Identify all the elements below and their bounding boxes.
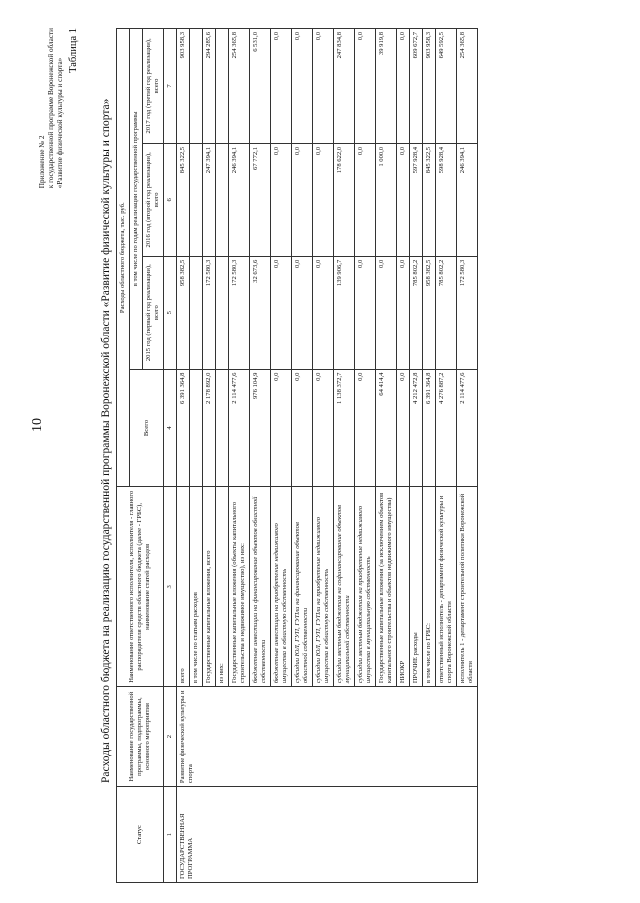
col-index: 5 — [164, 256, 177, 369]
value-y2017: 6 531,0 — [250, 29, 271, 144]
column-index-row — [164, 29, 177, 883]
value-y2016: 0,0 — [292, 143, 313, 256]
value-total: 4 276 887,2 — [436, 369, 457, 487]
col-index: 1 — [164, 787, 177, 883]
header-status: Статус — [117, 787, 164, 883]
header-executor: Наименование ответственного исполнителя, исполнителя - главного распорядителя средств областного бюджета (далее - ГРБС), наименование статей расходов — [117, 487, 164, 687]
expense-item-label: бюджетные инвестиции на приобретение недвижимого имущества в областную собственность — [271, 487, 292, 687]
value-y2015: 785 802,2 — [410, 256, 423, 369]
value-y2016: 0,0 — [397, 143, 410, 256]
value-total: 6 391 364,8 — [423, 369, 436, 487]
value-y2015: 0,0 — [271, 256, 292, 369]
value-y2016: 0,0 — [271, 143, 292, 256]
col-index: 7 — [164, 29, 177, 144]
value-y2015: 0,0 — [355, 256, 376, 369]
value-y2017 — [216, 29, 229, 144]
value-total — [190, 369, 203, 487]
value-total: 6 391 364,8 — [177, 369, 190, 487]
value-y2015 — [216, 256, 229, 369]
header-budget-group: Расходы областного бюджета, тыс. руб. — [117, 29, 130, 487]
value-y2015: 172 580,3 — [203, 256, 216, 369]
table-label: Таблица 1 — [68, 28, 79, 73]
value-y2016: 0,0 — [355, 143, 376, 256]
value-y2017: 254 365,8 — [457, 29, 478, 144]
value-total: 0,0 — [313, 369, 334, 487]
col-index: 3 — [164, 487, 177, 687]
value-y2017: 903 958,3 — [423, 29, 436, 144]
value-y2017: 0,0 — [292, 29, 313, 144]
value-total: 0,0 — [397, 369, 410, 487]
value-y2016: 597 928,4 — [410, 143, 423, 256]
value-y2017: 247 834,8 — [334, 29, 355, 144]
value-y2015: 172 580,3 — [229, 256, 250, 369]
program-name-cell: Развитие физической культуры и спорта — [177, 687, 478, 787]
value-y2016: 0,0 — [313, 143, 334, 256]
value-total: 0,0 — [355, 369, 376, 487]
value-y2017: 649 592,5 — [436, 29, 457, 144]
appendix-line-3: «Развитие физической культуры и спорта» — [56, 57, 64, 189]
expense-item-label: субсидии ЮЛ, ГУП, ГУПли на финансирование объектов областной собственности — [292, 487, 313, 687]
value-y2017 — [190, 29, 203, 144]
expense-item-label: в том числе по статьям расходов — [190, 487, 203, 687]
value-y2015: 958 382,5 — [177, 256, 190, 369]
value-y2015: 172 580,3 — [457, 256, 478, 369]
header-2015: 2015 год (первый год реализации), всего — [143, 256, 164, 369]
value-y2017: 0,0 — [355, 29, 376, 144]
value-y2017: 254 365,8 — [229, 29, 250, 144]
value-y2015 — [190, 256, 203, 369]
value-total: 2 114 477,6 — [229, 369, 250, 487]
value-y2015: 958 382,5 — [423, 256, 436, 369]
appendix-note — [38, 28, 65, 188]
document-title: Расходы областного бюджета на реализацию государственной программы Воронежской области «Развитие физической культуры и спорта» — [100, 98, 112, 783]
value-y2016: 178 622,0 — [334, 143, 355, 256]
value-total: 64 414,4 — [376, 369, 397, 487]
value-y2016: 1 000,0 — [376, 143, 397, 256]
expense-item-label: из них: — [216, 487, 229, 687]
appendix-line-2: к государственной программе Воронежской области — [47, 28, 55, 189]
value-total — [216, 369, 229, 487]
header-2017: 2017 год (третий год реализации), всего — [143, 29, 164, 144]
expense-item-label: субсидии местным бюджетам на приобретение недвижимого имущества в муниципальную собственность — [355, 487, 376, 687]
value-y2017: 903 958,3 — [177, 29, 190, 144]
expense-item-label: ПРОЧИЕ расходы — [410, 487, 423, 687]
value-y2016: 67 772,1 — [250, 143, 271, 256]
value-y2017: 0,0 — [397, 29, 410, 144]
value-total: 2 114 477,6 — [457, 369, 478, 487]
col-index: 4 — [164, 369, 177, 487]
value-total: 0,0 — [271, 369, 292, 487]
value-y2016 — [216, 143, 229, 256]
expense-item-label: Государственные капитальные вложения, всего — [203, 487, 216, 687]
appendix-line-1: Приложение № 2 — [38, 135, 46, 189]
table-row — [177, 29, 190, 883]
page-number: 10 — [30, 418, 45, 432]
value-y2017: 609 672,7 — [410, 29, 423, 144]
value-total: 1 138 372,7 — [334, 369, 355, 487]
expense-item-label: субсидии ЮЛ, ГУП, ГУПли на приобретение недвижимого имущества в областную собственность — [313, 487, 334, 687]
value-total: 0,0 — [292, 369, 313, 487]
col-index: 2 — [164, 687, 177, 787]
value-y2016: 246 394,1 — [457, 143, 478, 256]
header-by-years: в том числе по годам реализации государственной программы — [130, 29, 143, 370]
value-y2016: 246 394,1 — [229, 143, 250, 256]
value-y2015: 785 802,2 — [436, 256, 457, 369]
value-y2015: 0,0 — [313, 256, 334, 369]
value-y2015: 0,0 — [397, 256, 410, 369]
value-y2017: 0,0 — [271, 29, 292, 144]
value-y2017: 294 285,6 — [203, 29, 216, 144]
expense-item-label: в том числе по ГРБС: — [423, 487, 436, 687]
value-y2017: 0,0 — [313, 29, 334, 144]
header-program-name: Наименование государственной программы, подпрограммы, основного мероприятия — [117, 687, 164, 787]
value-y2015: 0,0 — [376, 256, 397, 369]
expense-item-label: субсидии местным бюджетам на софинансирование объектов муниципальной собственности — [334, 487, 355, 687]
expense-item-label: Государственные капитальные вложения (за исключением объектов капитального строительства и объектов недвижимого имущества) — [376, 487, 397, 687]
value-y2017: 39 919,8 — [376, 29, 397, 144]
value-y2016: 845 322,5 — [423, 143, 436, 256]
expense-item-label: исполнитель 1 - департамент строительной политики Воронежской области — [457, 487, 478, 687]
expense-item-label: всего — [177, 487, 190, 687]
value-total: 976 104,9 — [250, 369, 271, 487]
value-y2015: 139 906,7 — [334, 256, 355, 369]
value-y2015: 0,0 — [292, 256, 313, 369]
value-y2015: 32 673,6 — [250, 256, 271, 369]
col-index: 6 — [164, 143, 177, 256]
value-total: 2 178 892,0 — [203, 369, 216, 487]
value-y2016: 845 322,5 — [177, 143, 190, 256]
header-total: Всего — [130, 369, 164, 487]
expense-item-label: ответственный исполнитель - департамент физической культуры и спорта Воронежской области — [436, 487, 457, 687]
value-total: 4 212 472,8 — [410, 369, 423, 487]
expense-item-label: Государственные капитальные вложения (объекты капитального строительства и недвижимое имущество), из них: — [229, 487, 250, 687]
value-y2016: 247 394,1 — [203, 143, 216, 256]
expenses-table — [116, 28, 478, 883]
expense-item-label: НИОКР — [397, 487, 410, 687]
value-y2016: 598 928,4 — [436, 143, 457, 256]
header-2016: 2016 год (второй год реализации), всего — [143, 143, 164, 256]
status-cell: ГОСУДАРСТВЕННАЯ ПРОГРАММА — [177, 787, 478, 883]
expense-item-label: бюджетные инвестиции на финансирование объектов областной собственности — [250, 487, 271, 687]
value-y2016 — [190, 143, 203, 256]
